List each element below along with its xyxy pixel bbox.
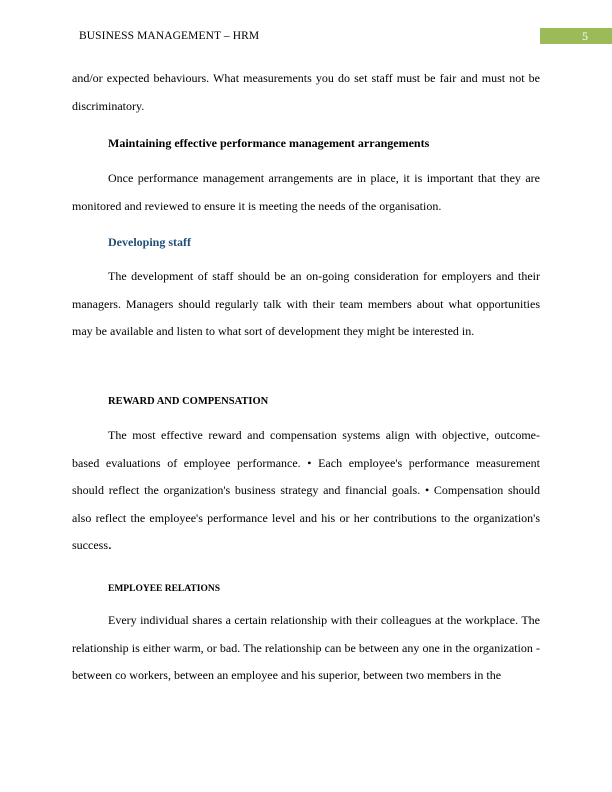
paragraph-reward-period: .	[108, 537, 112, 554]
header-title: BUSINESS MANAGEMENT – HRM	[79, 30, 260, 42]
paragraph-continued	[72, 65, 540, 120]
page-number: 5	[582, 29, 588, 43]
paragraph-developing-text: The development of staff should be an on-going consideration for employers and their managers. Managers should regularly talk with their team members about what opportunities may be available and listen to what sort of development they might be interested in.	[72, 269, 540, 339]
paragraph-reward	[72, 422, 540, 560]
paragraph-reward-text: The most effective reward and compensation systems align with objective, outcome-based evaluations of employee performance. • Each employee's performance measurement should reflect the organization's business strategy and financial goals. • Compensation should also reflect the employee's performance level and his or her contributions to the organization's success	[72, 428, 540, 553]
heading-employee-relations: EMPLOYEE RELATIONS	[108, 584, 220, 594]
paragraph-developing	[72, 263, 540, 346]
paragraph-maintaining-text: Once performance management arrangements are in place, it is important that they are monitored and reviewed to ensure it is meeting the needs of the organisation.	[72, 171, 540, 213]
heading-developing-staff: Developing staff	[108, 235, 191, 249]
heading-maintaining: Maintaining effective performance management arrangements	[108, 136, 430, 150]
paragraph-relations	[72, 607, 540, 690]
paragraph-continued-text: and/or expected behaviours. What measurements you do set staff must be fair and must not be discriminatory.	[72, 71, 540, 113]
heading-reward-compensation: REWARD AND COMPENSATION	[108, 396, 269, 407]
paragraph-relations-text: Every individual shares a certain relationship with their colleagues at the workplace. The relationship is either warm, or bad. The relationship can be between any one in the organization - between co workers, between an employee and his superior, between two members in the	[72, 613, 540, 683]
page-number-box	[540, 28, 612, 44]
paragraph-reward-body	[72, 422, 540, 560]
paragraph-maintaining	[72, 165, 540, 220]
